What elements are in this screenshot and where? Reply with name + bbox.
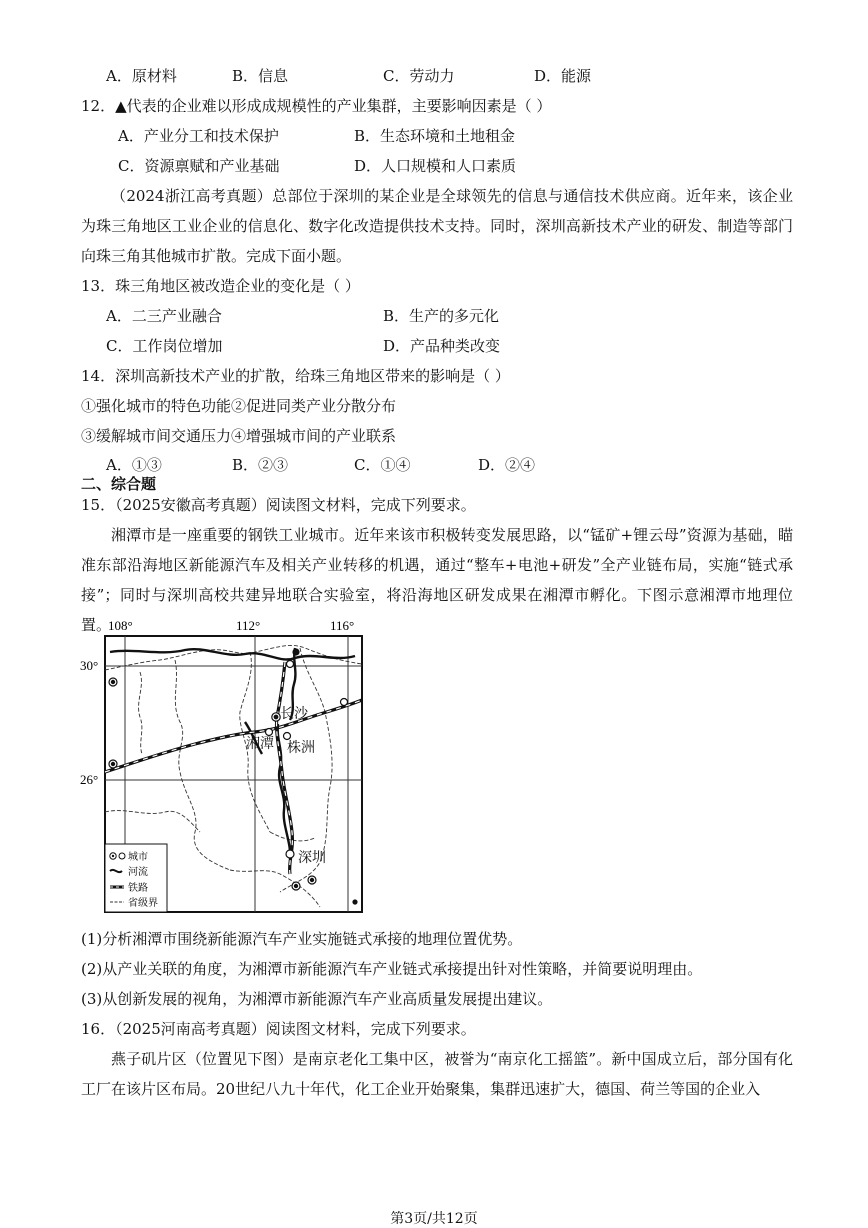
q13-option-a: A．二三产业融合 [106, 307, 222, 325]
q12-stem: 12．▲代表的企业难以形成成规模性的产业集群，主要影响因素是（ ） [81, 97, 552, 115]
q15-sub-2: (2)从产业关联的角度，为湘潭市新能源汽车产业链式承接提出针对性策略，并简要说明理由。 [81, 960, 703, 978]
lat-label-30: 30° [80, 658, 99, 673]
lat-label-26: 26° [80, 772, 99, 787]
q13-option-d: D．产品种类改变 [383, 337, 501, 355]
q15-sub-1: (1)分析湘潭市围绕新能源汽车产业实施链式承接的地理位置优势。 [81, 930, 523, 948]
passage-2024: （2024浙江高考真题）总部位于深圳的某企业是全球领先的信息与通信技术供应商。近年来，该企业为珠三角地区工业企业的信息化、数字化改造提供技术支持。同时，深圳高新技术产业的研发、制造等部门向珠三角其他城市扩散。完成下面小题。 [81, 187, 793, 265]
city-label-zhuzhou: 株洲 [287, 740, 315, 756]
q13-option-c: C．工作岗位增加 [106, 337, 223, 355]
q11-option-a: A．原材料 [106, 67, 177, 85]
section-title: 二、综合题 [81, 475, 157, 493]
legend-city: 城市 [128, 852, 148, 863]
q13-stem: 13．珠三角地区被改造企业的变化是（ ） [81, 277, 360, 295]
page-footer: 第3页/共12页 [390, 1211, 478, 1227]
q15-stem: 15．（2025安徽高考真题）阅读图文材料，完成下列要求。 [81, 496, 476, 514]
lon-label-116: 116° [330, 618, 355, 633]
q15-passage: 湘潭市是一座重要的钢铁工业城市。近年来该市积极转变发展思路，以“锰矿+锂云母”资源为基础，瞄准东部沿海地区新能源汽车及相关产业转移的机遇，通过“整车+电池+研发”全产业链布局，实施“链式承接”；同时与深圳高校共建异地联合实验室，将沿海地区研发成果在湘潭市孵化。下图示意湘潭市地理位置。 [81, 526, 793, 634]
q12-option-d: D．人口规模和人口素质 [354, 157, 517, 175]
q14-option-a: A．①③ [106, 456, 162, 474]
q14-stem: 14．深圳高新技术产业的扩散，给珠三角地区带来的影响是（ ） [81, 367, 510, 385]
q11-option-b: B．信息 [232, 67, 289, 85]
q14-option-d: D．②④ [478, 456, 536, 474]
q16-stem: 16．（2025河南高考真题）阅读图文材料，完成下列要求。 [81, 1020, 476, 1038]
lon-label-112: 112° [236, 618, 261, 633]
city-label-changsha: 长沙 [280, 706, 308, 722]
legend-railway: 铁路 [128, 883, 148, 894]
q14-items-line1: ①强化城市的特色功能②促进同类产业分散分布 [81, 397, 397, 415]
xiangtan-location-map [80, 612, 370, 920]
q14-items-line2: ③缓解城市间交通压力④增强城市间的产业联系 [81, 427, 397, 445]
q14-option-b: B．②③ [232, 456, 289, 474]
q16-passage: 燕子矶片区（位置见下图）是南京老化工集中区，被誉为“南京化工摇篮”。新中国成立后，部分国有化工厂在该片区布局。20世纪八九十年代，化工企业开始聚集，集群迅速扩大，德国、荷兰等国的企业入 [81, 1050, 793, 1098]
q14-option-c: C．①④ [354, 456, 411, 474]
q11-option-d: D．能源 [534, 67, 592, 85]
q13-option-b: B．生产的多元化 [383, 307, 500, 325]
q11-option-c: C．劳动力 [383, 67, 455, 85]
legend-boundary: 省级界 [128, 898, 158, 909]
legend-river: 河流 [128, 867, 148, 878]
q15-sub-3: (3)从创新发展的视角，为湘潭市新能源汽车产业高质量发展提出建议。 [81, 990, 553, 1008]
city-label-xiangtan: 湘潭 [246, 736, 274, 752]
city-label-shenzhen: 深圳 [298, 850, 326, 866]
lon-label-108: 108° [108, 618, 133, 633]
q12-option-c: C．资源禀赋和产业基础 [118, 157, 280, 175]
q12-option-b: B．生态环境和土地租金 [354, 127, 516, 145]
q12-option-a: A．产业分工和技术保护 [118, 127, 279, 145]
